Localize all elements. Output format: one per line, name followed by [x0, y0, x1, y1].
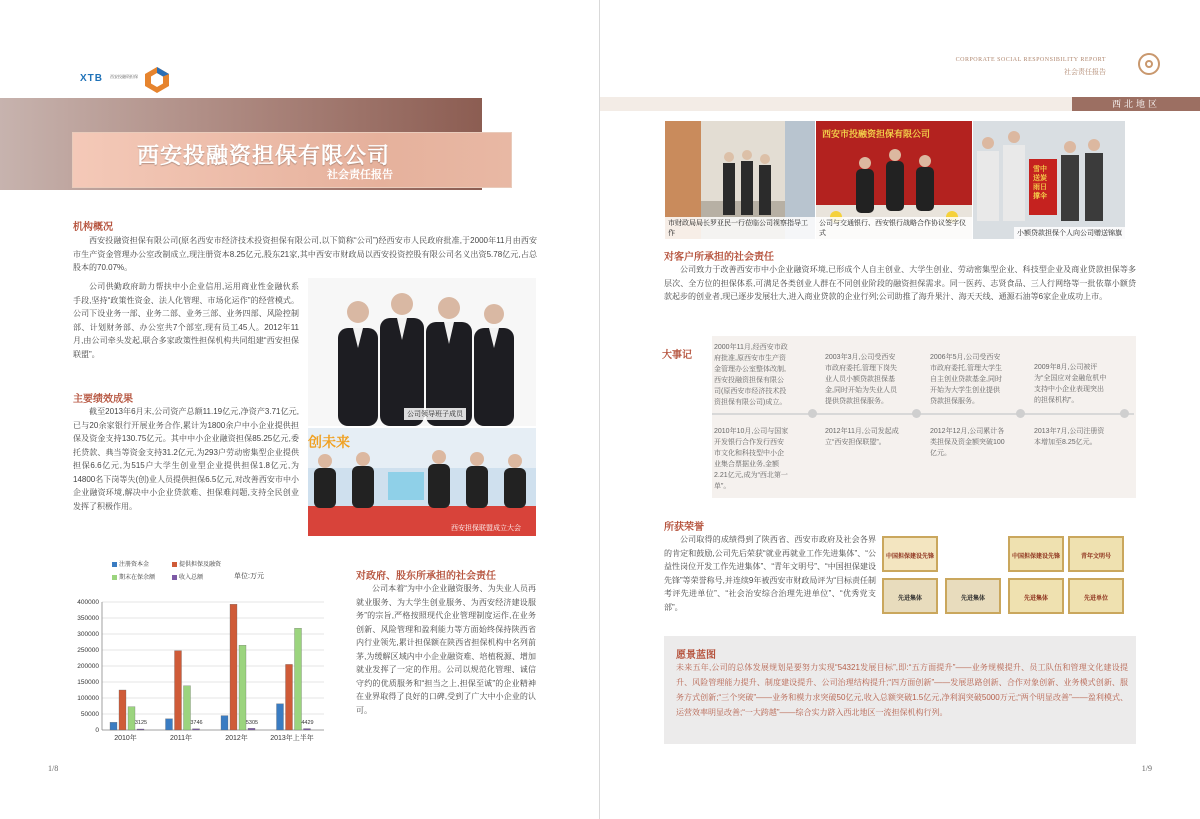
y-tick-label: 150000: [77, 679, 99, 686]
milestone-2009: 2009年8月,公司被评为“全国应对金融危机中支持中小企业表现突出的担保机构”。: [1034, 364, 1107, 404]
bar-3-1: [193, 729, 200, 730]
milestone-2010: 2010年10月,公司与国家开发银行合作发行西安市文化和科技型中小企业集合票据业务,金额2.21亿元,成为“西北第一单”。: [714, 428, 789, 490]
company-logo: [80, 66, 180, 94]
legend-label: 期末在保余额: [119, 575, 156, 581]
honor-plaque: [1068, 536, 1124, 572]
alliance-banner-text: 创未来: [308, 434, 350, 450]
bar-3-2: [248, 728, 255, 730]
timeline-dot: [1120, 409, 1129, 418]
bar-2-3: [295, 628, 302, 730]
data-label: 3746: [190, 720, 203, 726]
csr-english-title: CORPORATE SOCIAL RESPONSIBILITY REPORT: [955, 57, 1106, 63]
data-label: 3125: [134, 720, 148, 726]
honors-para: 公司取得的成绩得到了陕西省、西安市政府及社会各界的肯定和鼓励,公司先后荣获“就业再就业工作先进集体”、“公益性岗位开发工作先进集体”、“青年文明号”、“中国担保建设先锋”等荣誉称号,并连续9年被西安市财政局评为“目标责任制考评先进单位”、“社会治安综合治理先进单位”、“优秀党支部”。: [664, 535, 876, 612]
signing-banner-text: 西安市投融资担保有限公司: [822, 129, 931, 139]
overview-heading: 机构概况: [73, 222, 113, 233]
overview-para-2: 公司供勤政府助力帮扶中小企业信用,运用商业性金融伙系手段,坚持“政策性资金、法人化管理、市场化运作”的经营模式。公司下设业务一部、业务二部、业务三部、业务四部、风险控制部、计划财务部、办公室共7个部室,现有员工45人。2012年11月,由公司牵头发起,联合多家政策性担保机构共同组建“西安担保联盟”。: [73, 282, 299, 359]
data-label: 4429: [301, 720, 314, 726]
overview-para-1: 西安投融资担保有限公司(原名西安市经济技术投资担保有限公司,以下简称“公司”)经西安市人民政府批准,于2000年11月由西安市生产资金管理办公室改制成立,现注册资本8.25亿元,股东21家,其中西安市财政局以西安投资控股有限公司名义出资5.78亿元,占总股本的70.07%。: [73, 236, 537, 272]
bar-1-3: [286, 664, 293, 730]
milestone-2000: 2000年11月,经西安市政府批准,原西安市生产资金管理办公室整体改制,西安投融资担保有限公司(原西安市经济技术投资担保有限公司)成立。: [714, 344, 788, 406]
chart-canvas: [62, 555, 344, 750]
y-tick-label: 200000: [77, 663, 99, 670]
milestone-2003: 2003年3月,公司受西安市政府委托,管理下岗失业人员小额贷款担保基金,同时开始为失业人员提供贷款担保服务。: [825, 354, 897, 405]
logo-subtext: 西安投融资担保: [110, 74, 138, 79]
timeline-dot: [912, 409, 921, 418]
honor-plaque-text: 先进集体: [897, 596, 922, 602]
x-tick-label: 2013年上半年: [270, 735, 314, 742]
legend-label: 收入总额: [179, 575, 204, 581]
leadership-photo: [308, 278, 536, 426]
honor-plaque: [882, 536, 938, 572]
bar-0-3: [277, 704, 284, 730]
vision-panel: [664, 636, 1136, 744]
y-tick-label: 250000: [77, 647, 99, 654]
leadership-photo-caption: 公司领导班子成员: [404, 408, 466, 420]
bar-1-2: [230, 604, 237, 730]
page-number-right: 1/9: [1141, 764, 1152, 773]
alliance-photo: [308, 428, 536, 536]
honor-plaque: [945, 578, 1001, 614]
bar-3-3: [304, 729, 311, 730]
milestone-2006: 2006年5月,公司受西安市政府委托,管理大学生自主创业贷款基金,同时开始为大学生创业提供贷款担保服务。: [930, 354, 1002, 405]
vision-heading: 愿景蓝图: [676, 650, 716, 661]
alliance-photo-caption: 西安担保联盟成立大会: [451, 525, 521, 532]
honor-plaque: [1068, 578, 1124, 614]
gov-para: 公司本着“为中小企业融资服务、为失业人员再就业服务、为大学生创业服务、为西安经济建设服务”的宗旨,严格按照现代企业管理制度运作,在业务创新、风险管理和盈利能力等方面始终保持陕西省内行业领先,累计担保额在陕西省担保机构中名列前茅,为缓解区域内中小企业融资难、培植税源、增加就业发挥了一定的作用。公司以规范化管理、诚信守约的优质服务和“担当之上,担保至诚”的企业精神在业界取得了良好的口碑,受到了广大中小企业的认可。: [356, 584, 536, 715]
csr-chinese-title: 社会责任报告: [1064, 69, 1106, 76]
banner-gift-photo: [973, 121, 1125, 239]
timeline-dot: [808, 409, 817, 418]
x-tick-label: 2011年: [169, 735, 193, 742]
bar-3-0: [137, 729, 144, 730]
leadership-figures-icon: [308, 278, 536, 426]
timeline-dot: [1016, 409, 1025, 418]
vision-para: 未来五年,公司的总体发展规划是要努力实现“54321发展目标”,即:“五方面提升”——业务规模提升、员工队伍和管理文化建设提升、风险管理能力提升、制度建设提升、公司治理结构提升;“四方面创新”——发展思路创新、合作对象创新、业务模式创新、服务方式创新;“三个突破”——业务和模力求突破50亿元,收入总额突破1.5亿元,净利润突破5000万元;“两个明显改善”——盈利模式、运营效率明显改善;“一大跨越”——综合实力跻入西北地区一流担保机构行列。: [676, 663, 1128, 717]
bar-2-2: [239, 645, 246, 730]
chart-unit-label: 单位:万元: [234, 573, 264, 580]
y-tick-label: 350000: [77, 615, 99, 622]
honor-plaque-text: 先进集体: [1023, 596, 1048, 602]
bar-0-2: [221, 716, 228, 730]
client-para: 公司致力于改善西安市中小企业融资环境,已形成个人自主创业、大学生创业、劳动密集型企业、科技型企业及商业贷款担保等多层次、全方位的担保体系,可满足各类创业人群在不同创业阶段的融资担保需求。同一医药、志贤食品、三人行网络等一批依靠小额贷款起步的创业者,现已逐步发展壮大,进入商业贷款的企业行列;公司助推了海升果汁、海天天线、通源石油等6家企业成功上市。: [664, 265, 1136, 301]
signing-photo-caption: 公司与交通银行、西安银行战略合作协议签字仪式: [816, 217, 972, 239]
title-box: [72, 132, 512, 188]
honor-plaque: [1008, 536, 1064, 572]
client-heading: 对客户所承担的社会责任: [664, 252, 774, 263]
page-subtitle: 社会责任报告: [327, 169, 393, 181]
bar-0-1: [166, 719, 173, 730]
gov-heading: 对政府、股东所承担的社会责任: [356, 571, 496, 582]
honor-plaque-text: 中国担保建设先锋: [886, 554, 935, 560]
milestone-2012-dec: 2012年12月,公司累计各类担保及资金额突破100亿元。: [930, 428, 1005, 457]
timeline-axis: [712, 413, 1134, 415]
bar-0-0: [110, 722, 117, 730]
y-tick-label: 400000: [77, 599, 99, 606]
brand-circle-inner: [1145, 60, 1153, 68]
gift-flag-text: 雪中送炭 雨日撑伞: [1033, 166, 1047, 200]
honor-plaque-text: 先进集体: [960, 596, 985, 602]
x-tick-label: 2012年: [225, 735, 248, 742]
visit-photo: [665, 121, 815, 239]
logo-text: XTB: [80, 73, 103, 84]
performance-chart: [62, 555, 344, 750]
honor-plaque: [1008, 578, 1064, 614]
brand-circle-icon: [1138, 53, 1160, 75]
honor-plaque: [882, 578, 938, 614]
hexagon-logo-icon: [144, 66, 170, 94]
page-title: 西安投融资担保有限公司: [137, 143, 391, 168]
x-tick-label: 2010年: [114, 735, 137, 742]
milestone-heading: 大事记: [662, 350, 692, 361]
region-tab: 西北地区: [1072, 97, 1200, 111]
page-number-left: 1/8: [48, 764, 59, 773]
data-label: 5305: [245, 720, 259, 726]
y-tick-label: 50000: [80, 711, 99, 718]
legend-label: 注册资本金: [119, 562, 150, 568]
y-tick-label: 0: [95, 727, 99, 734]
gift-photo-caption: 小额贷款担保个人向公司赠送锦旗: [1014, 227, 1125, 239]
right-page: [600, 0, 1200, 819]
performance-para: 截至2013年6月末,公司资产总额11.19亿元,净资产3.71亿元,已与20余家银行开展业务合作,累计为1800余户中小企业提供担保及资金支持130.75亿元。其中中小企业融资担保85.25亿元,委托贷款、典当等资金支持31.2亿元,为293户劳动密集型企业提供担保6.6亿元,为515户大学生创业型企业提供担保1.8亿元,为14800名下岗等失(创)业人员提供担保6.5亿元,对改善西安市中小企业融资环境,解决中小企业贷款难、担保难问题,支持全民创业发挥了积极作用。: [73, 407, 299, 511]
bar-1-0: [119, 690, 126, 730]
signing-photo: [816, 121, 972, 239]
honor-plaque-text: 中国担保建设先锋: [1012, 554, 1061, 560]
bar-1-1: [175, 651, 182, 730]
visit-photo-caption: 市财政局局长罗亚民一行莅临公司视察指导工作: [665, 217, 815, 239]
honors-heading: 所获荣誉: [664, 522, 704, 533]
milestone-2013: 2013年7月,公司注册资本增加至8.25亿元。: [1034, 428, 1105, 446]
y-tick-label: 300000: [77, 631, 99, 638]
honor-plaque-text: 青年文明号: [1080, 554, 1111, 560]
legend-label: 提供担保及融资: [179, 562, 222, 568]
honor-plaque-text: 先进单位: [1083, 596, 1108, 602]
milestone-2012-nov: 2012年11月,公司发起成立“西安担保联盟”。: [825, 428, 899, 446]
bar-2-0: [128, 707, 135, 730]
performance-heading: 主要绩效成果: [73, 394, 133, 405]
y-tick-label: 100000: [77, 695, 99, 702]
